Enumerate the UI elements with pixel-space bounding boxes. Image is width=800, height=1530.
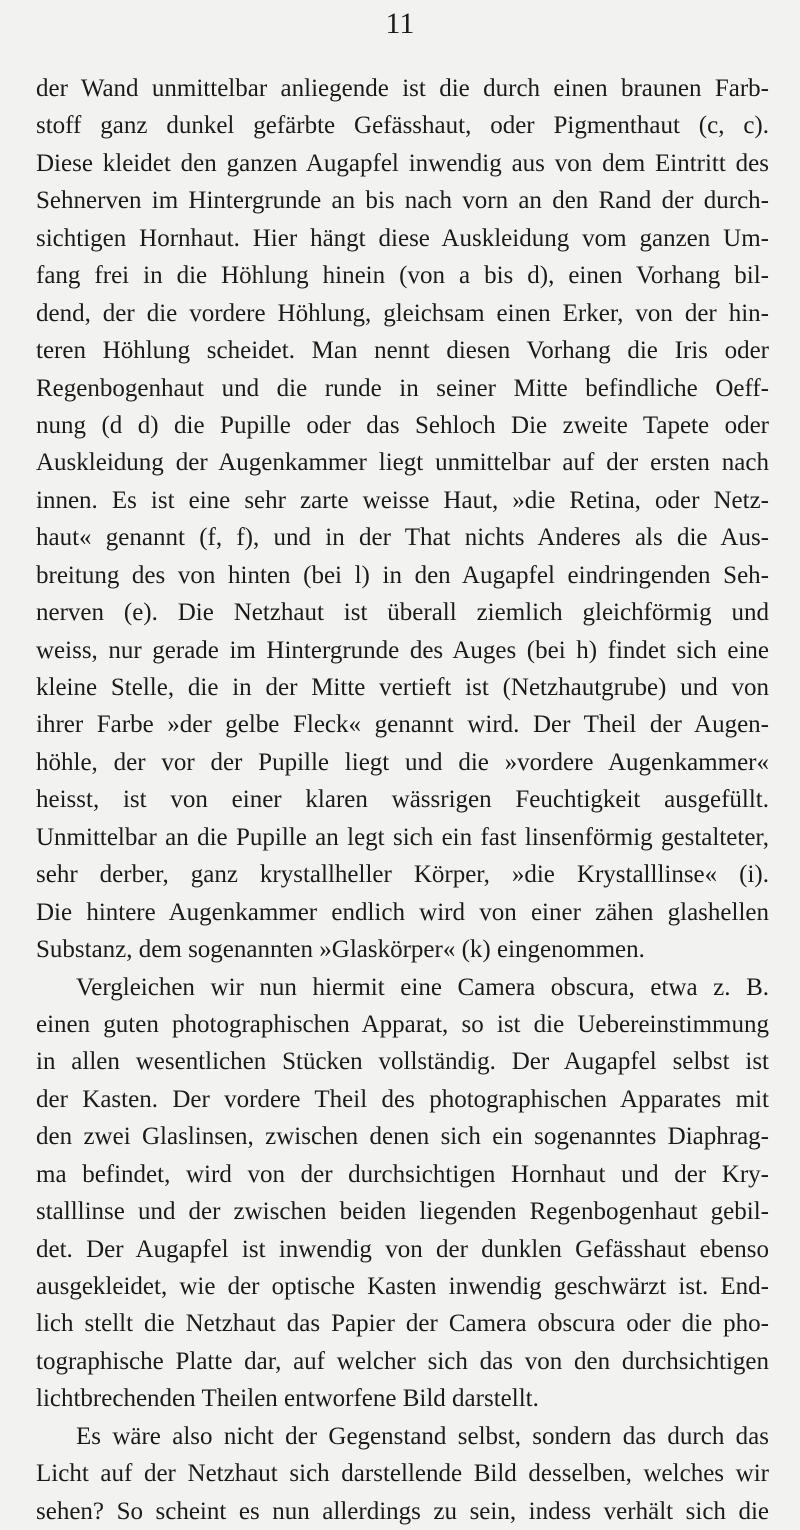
- text-line: haut« genannt (f, f), und in der That nichts Anderes als die Aus-: [36, 524, 769, 552]
- text-line: sichtigen Hornhaut. Hier hängt diese Auskleidung vom ganzen Um-: [36, 224, 769, 252]
- text-line: nerven (e). Die Netzhaut ist überall ziemlich gleichförmig und: [36, 599, 769, 627]
- text-line: höhle, der vor der Pupille liegt und die »vordere Augenkammer«: [36, 748, 769, 776]
- text-line: Substanz, dem sogenannten »Glaskörper« (k) eingenommen.: [36, 936, 645, 964]
- text-line: in allen wesentlichen Stücken vollständig. Der Augapfel selbst ist: [36, 1048, 769, 1076]
- text-line: Vergleichen wir nun hiermit eine Camera obscura, etwa z. B.: [76, 973, 769, 1001]
- text-line: ma befindet, wird von der durchsichtigen Hornhaut und der Kry-: [36, 1160, 769, 1188]
- text-line: heisst, ist von einer klaren wässrigen Feuchtigkeit ausgefüllt.: [36, 786, 769, 814]
- text-line: lich stellt die Netzhaut das Papier der Camera obscura oder die pho-: [36, 1310, 769, 1338]
- body-text: [36, 70, 769, 1530]
- text-line: Die hintere Augenkammer endlich wird von einer zähen glashellen: [36, 898, 769, 926]
- text-line: sehen? So scheint es nun allerdings zu sein, indess verhält sich die: [36, 1497, 769, 1525]
- text-line: sehr derber, ganz krystallheller Körper, »die Krystalllinse« (i).: [36, 861, 769, 889]
- text-line: einen guten photographischen Apparat, so ist die Uebereinstimmung: [36, 1010, 769, 1038]
- page-number: 11: [385, 7, 415, 40]
- text-line: Regenbogenhaut und die runde in seiner Mitte befindliche Oeff-: [36, 374, 769, 402]
- text-line: ausgekleidet, wie der optische Kasten inwendig geschwärzt ist. End-: [36, 1273, 769, 1300]
- text-line: nung (d d) die Pupille oder das Sehloch Die zweite Tapete oder: [36, 411, 769, 439]
- text-line: dend, der die vordere Höhlung, gleichsam einen Erker, von der hin-: [36, 299, 769, 327]
- text-line: ihrer Farbe »der gelbe Fleck« genannt wird. Der Theil der Augen-: [36, 711, 769, 739]
- text-line: breitung des von hinten (bei l) in den Augapfel eindringenden Seh-: [36, 561, 769, 589]
- text-line: lichtbrechenden Theilen entworfene Bild darstellt.: [36, 1385, 539, 1413]
- text-line: det. Der Augapfel ist inwendig von der dunklen Gefässhaut ebenso: [36, 1235, 769, 1263]
- text-line: Unmittelbar an die Pupille an legt sich ein fast linsenförmig gestalteter,: [36, 823, 769, 851]
- text-line: fang frei in die Höhlung hinein (von a bis d), einen Vorhang bil-: [36, 262, 769, 290]
- text-line: Auskleidung der Augenkammer liegt unmittelbar auf der ersten nach: [36, 449, 769, 477]
- text-line: Diese kleidet den ganzen Augapfel inwendig aus von dem Eintritt des: [36, 149, 769, 177]
- text-line: Licht auf der Netzhaut sich darstellende Bild desselben, welches wir: [36, 1460, 769, 1488]
- text-line: Es wäre also nicht der Gegenstand selbst, sondern das durch das: [76, 1422, 769, 1450]
- text-line: tographische Platte dar, auf welcher sich das von den durchsichtigen: [36, 1347, 769, 1375]
- text-line: teren Höhlung scheidet. Man nennt diesen Vorhang die Iris oder: [36, 337, 769, 365]
- text-line: stalllinse und der zwischen beiden liegenden Regenbogenhaut gebil-: [36, 1198, 769, 1226]
- text-line: der Wand unmittelbar anliegende ist die durch einen braunen Farb-: [36, 75, 769, 102]
- text-line: Sehnerven im Hintergrunde an bis nach vorn an den Rand der durch-: [36, 187, 769, 215]
- text-line: innen. Es ist eine sehr zarte weisse Haut, »die Retina, oder Netz-: [36, 486, 769, 514]
- text-line: kleine Stelle, die in der Mitte vertieft ist (Netzhautgrube) und von: [36, 674, 769, 701]
- text-line: stoff ganz dunkel gefärbte Gefässhaut, oder Pigmenthaut (c, c).: [36, 112, 769, 140]
- text-line: weiss, nur gerade im Hintergrunde des Auges (bei h) findet sich eine: [36, 636, 769, 664]
- text-line: den zwei Glaslinsen, zwischen denen sich ein sogenanntes Diaphrag-: [36, 1123, 769, 1151]
- text-line: der Kasten. Der vordere Theil des photographischen Apparates mit: [36, 1085, 769, 1113]
